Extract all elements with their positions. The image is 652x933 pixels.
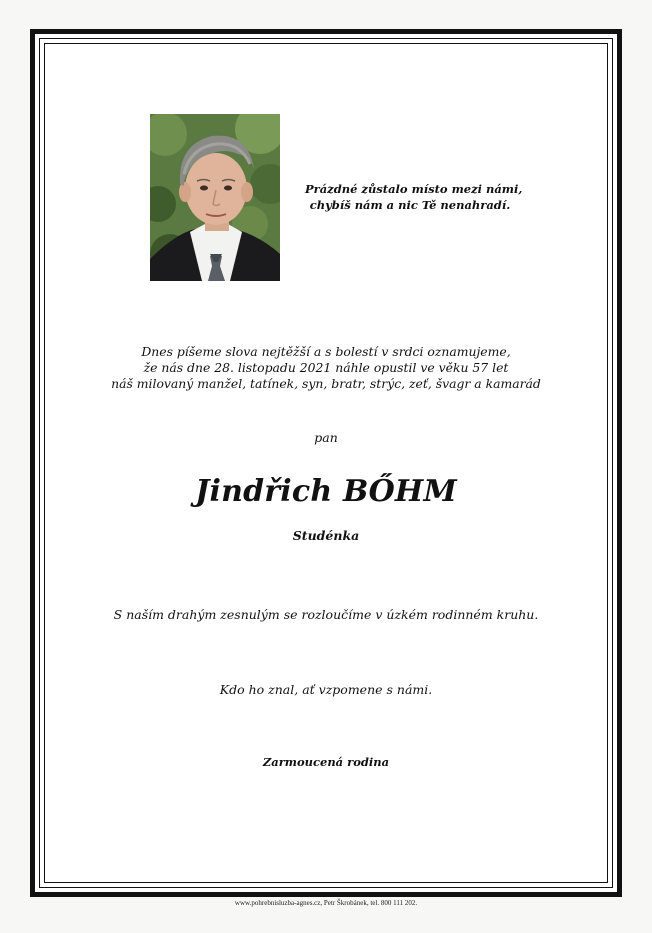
footer-contact: www.pohrebnisluzba-agnes.cz, Petr Škrobánek, tel. 800 111 202. (234, 899, 418, 907)
motto-line: chybíš nám a nic Tě nenahradí. (309, 198, 511, 212)
announcement-line: náš milovaný manžel, tatínek, syn, bratr, strýc, zeť, švagr a kamarád (111, 376, 541, 391)
signature: Zarmoucená rodina (262, 755, 390, 769)
motto-line: Prázdné zůstalo místo mezi námi, (305, 182, 523, 196)
farewell-text: S naším drahým zesnulým se rozloučíme v úzkém rodinném kruhu. (113, 607, 539, 622)
motto (305, 181, 523, 213)
announcement (60, 344, 592, 392)
announcement-line: že nás dne 28. listopadu 2021 náhle opustil ve věku 57 let (143, 360, 509, 375)
remember-text: Kdo ho znal, ať vzpomene s námi. (219, 682, 433, 697)
salutation: pan (314, 430, 338, 445)
deceased-town: Studénka (292, 528, 360, 543)
portrait-photo (150, 114, 280, 281)
portrait-photo-icon (150, 114, 280, 281)
deceased-name: Jindřich BŐHM (195, 474, 457, 509)
announcement-line: Dnes píšeme slova nejtěžší a s bolestí v srdci oznamujeme, (141, 344, 511, 359)
